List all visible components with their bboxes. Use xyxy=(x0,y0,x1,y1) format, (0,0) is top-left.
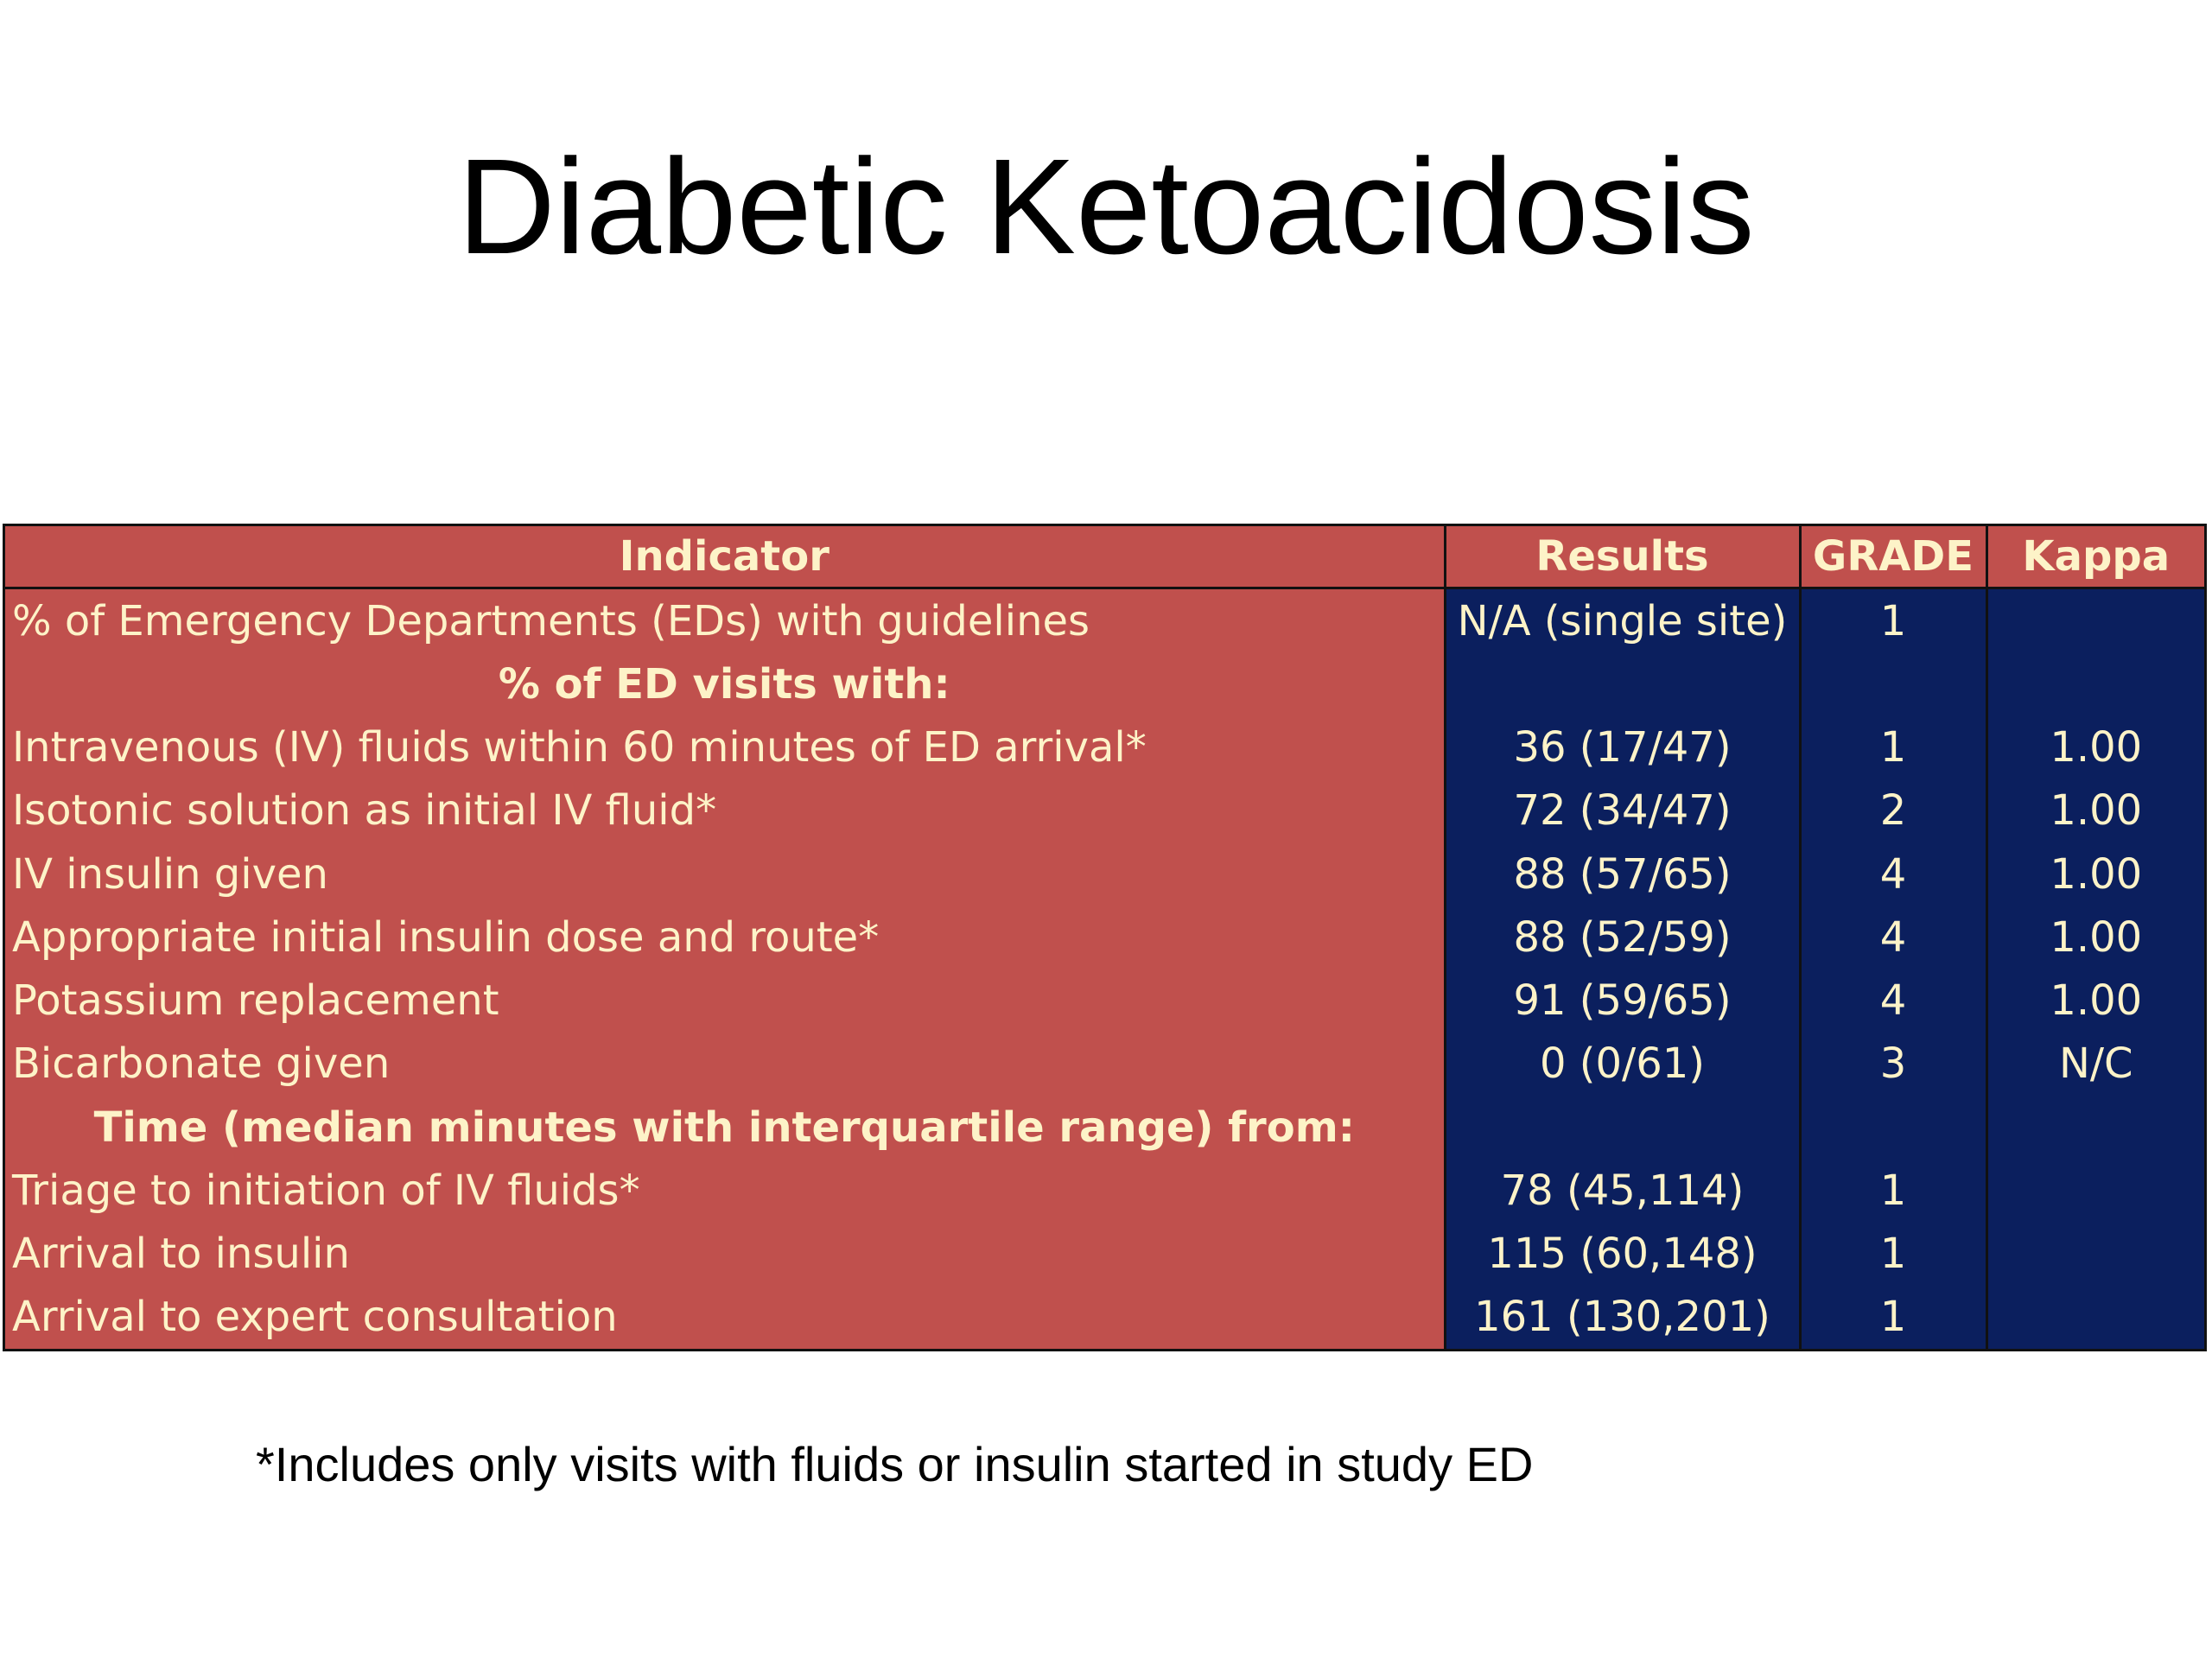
results-cell xyxy=(1445,652,1800,715)
table-section-row xyxy=(5,652,2204,715)
indicator-cell: Isotonic solution as initial IV fluid* xyxy=(5,779,1445,842)
indicator-table-grid xyxy=(5,526,2204,1349)
results-cell: 36 (17/47) xyxy=(1445,715,1800,779)
grade-cell: 1 xyxy=(1800,1286,1986,1349)
kappa-cell: 1.00 xyxy=(1986,715,2204,779)
kappa-cell: 1.00 xyxy=(1986,842,2204,906)
table-row xyxy=(5,1033,2204,1096)
indicator-cell: Bicarbonate given xyxy=(5,1033,1445,1096)
table-header-row xyxy=(5,526,2204,588)
grade-cell: 4 xyxy=(1800,906,1986,969)
kappa-cell xyxy=(1986,1222,2204,1285)
header-results: Results xyxy=(1445,526,1800,588)
indicator-cell: % of Emergency Departments (EDs) with guidelines xyxy=(5,588,1445,653)
results-cell: 115 (60,148) xyxy=(1445,1222,1800,1285)
table-section-row xyxy=(5,1096,2204,1159)
indicator-cell: Intravenous (IV) fluids within 60 minutes of ED arrival* xyxy=(5,715,1445,779)
section-heading-cell: % of ED visits with: xyxy=(5,652,1445,715)
table-row xyxy=(5,588,2204,653)
results-cell: 88 (57/65) xyxy=(1445,842,1800,906)
grade-cell: 2 xyxy=(1800,779,1986,842)
results-cell: 161 (130,201) xyxy=(1445,1286,1800,1349)
results-cell: 88 (52/59) xyxy=(1445,906,1800,969)
indicator-cell: Appropriate initial insulin dose and route* xyxy=(5,906,1445,969)
header-indicator: Indicator xyxy=(5,526,1445,588)
table-row xyxy=(5,906,2204,969)
kappa-cell xyxy=(1986,1159,2204,1222)
grade-cell: 1 xyxy=(1800,1222,1986,1285)
indicator-cell: Potassium replacement xyxy=(5,969,1445,1032)
footnote: *Includes only visits with fluids or insulin started in study ED xyxy=(256,1437,1534,1491)
indicator-cell: IV insulin given xyxy=(5,842,1445,906)
grade-cell: 1 xyxy=(1800,1159,1986,1222)
results-cell: 78 (45,114) xyxy=(1445,1159,1800,1222)
grade-cell xyxy=(1800,652,1986,715)
indicator-table xyxy=(3,524,2207,1351)
results-cell: 0 (0/61) xyxy=(1445,1033,1800,1096)
results-cell: 91 (59/65) xyxy=(1445,969,1800,1032)
grade-cell: 1 xyxy=(1800,588,1986,653)
kappa-cell xyxy=(1986,652,2204,715)
header-grade: GRADE xyxy=(1800,526,1986,588)
indicator-cell: Arrival to expert consultation xyxy=(5,1286,1445,1349)
section-heading-cell: Time (median minutes with interquartile range) from: xyxy=(5,1096,1445,1159)
grade-cell: 1 xyxy=(1800,715,1986,779)
header-kappa: Kappa xyxy=(1986,526,2204,588)
grade-cell xyxy=(1800,1096,1986,1159)
table-row xyxy=(5,1159,2204,1222)
table-row xyxy=(5,1222,2204,1285)
grade-cell: 4 xyxy=(1800,842,1986,906)
slide-title: Diabetic Ketoacidosis xyxy=(457,131,1755,283)
table-row xyxy=(5,969,2204,1032)
results-cell: 72 (34/47) xyxy=(1445,779,1800,842)
table-row xyxy=(5,715,2204,779)
results-cell xyxy=(1445,1096,1800,1159)
kappa-cell: 1.00 xyxy=(1986,779,2204,842)
grade-cell: 3 xyxy=(1800,1033,1986,1096)
table-row xyxy=(5,842,2204,906)
kappa-cell xyxy=(1986,1286,2204,1349)
indicator-cell: Arrival to insulin xyxy=(5,1222,1445,1285)
table-row xyxy=(5,779,2204,842)
indicator-cell: Triage to initiation of IV fluids* xyxy=(5,1159,1445,1222)
results-cell: N/A (single site) xyxy=(1445,588,1800,653)
kappa-cell: 1.00 xyxy=(1986,969,2204,1032)
kappa-cell: 1.00 xyxy=(1986,906,2204,969)
table-row xyxy=(5,1286,2204,1349)
kappa-cell xyxy=(1986,1096,2204,1159)
kappa-cell xyxy=(1986,588,2204,653)
grade-cell: 4 xyxy=(1800,969,1986,1032)
kappa-cell: N/C xyxy=(1986,1033,2204,1096)
